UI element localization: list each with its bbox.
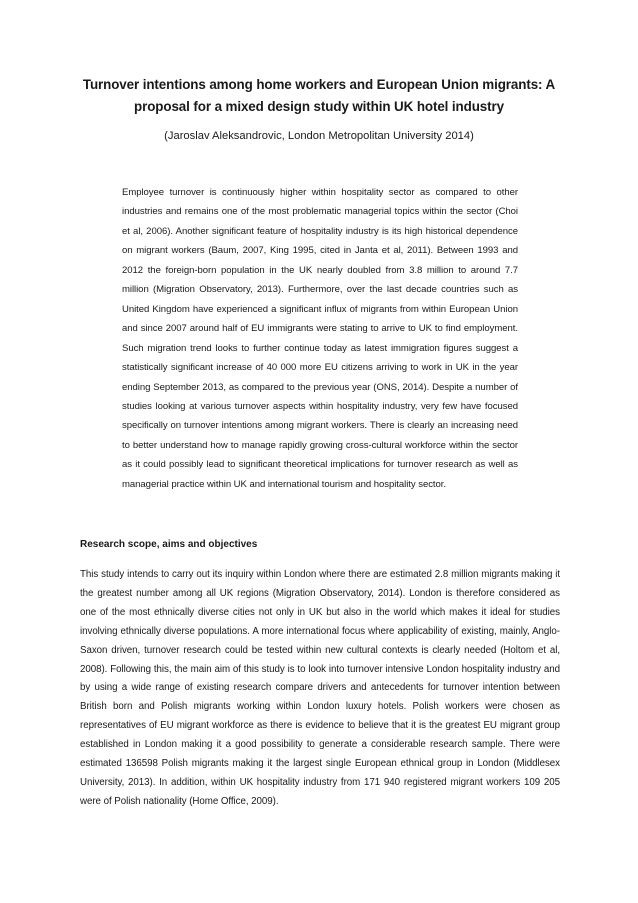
paper-title: Turnover intentions among home workers and European Union migrants: A proposal for a mixed design study within UK hotel industry xyxy=(82,77,556,114)
section-body-paragraph: This study intends to carry out its inquiry within London where there are estimated 2.8 million migrants making it the greatest number among all UK regions (Migration Observatory, 2014). London is therefore considered as one of the most ethnically diverse cities not only in UK but also in the world which makes it ideal for studies involving ethnically diverse populations. A more international focus where applicability of existing, mainly, Anglo-Saxon driven, turnover research could be tested within new cultural contexts is clearly needed (Holtom et al, 2008). Following this, the main aim of this study is to look into turnover intensive London hospitality industry and by using a wide range of existing research compare drivers and antecedents for turnover intention between British born and Polish migrants working within London luxury hotels. Polish workers were chosen as representatives of EU migrant workforce as there is evidence to believe that it is the greatest EU migrant group established in London making it a good possibility to generate a considerable research sample. There were estimated 136598 Polish migrants making it the largest single European ethnical group in London (Middlesex University, 2013). In addition, within UK hospitality industry from 171 940 registered migrant workers 109 205 were of Polish nationality (Home Office, 2009). xyxy=(80,569,560,807)
author-affiliation: (Jaroslav Aleksandrovic, London Metropolitan University 2014) xyxy=(164,130,474,142)
abstract-paragraph: Employee turnover is continuously higher within hospitality sector as compared to other industries and remains one of the most problematic managerial topics within the sector (Choi et al, 2006). Another significant feature of hospitality industry is its high historical dependence on migrant workers (Baum, 2007, King 1995, cited in Janta et al, 2011). Between 1993 and 2012 the foreign-born population in the UK nearly doubled from 3.8 million to around 7.7 million (Migration Observatory, 2013). Furthermore, over the last decade countries such as United Kingdom have experienced a significant influx of migrants from within European Union and since 2007 around half of EU immigrants were stating to arrive to UK to find employment. Such migration trend looks to further continue today as latest immigration figures suggest a statistically significant increase of 40 000 more EU citizens arriving to work in UK in the year ending September 2013, as compared to the previous year (ONS, 2014). Despite a number of studies looking at various turnover aspects within hospitality industry, very few have focused specifically on turnover intentions among migrant workers. There is clearly an increasing need to better understand how to manage rapidly growing cross-cultural workforce within the sector as it could possibly lead to significant theoretical implications for turnover research as well as managerial practice within UK and international tourism and hospitality sector. xyxy=(122,187,518,490)
section-heading: Research scope, aims and objectives xyxy=(80,539,258,550)
